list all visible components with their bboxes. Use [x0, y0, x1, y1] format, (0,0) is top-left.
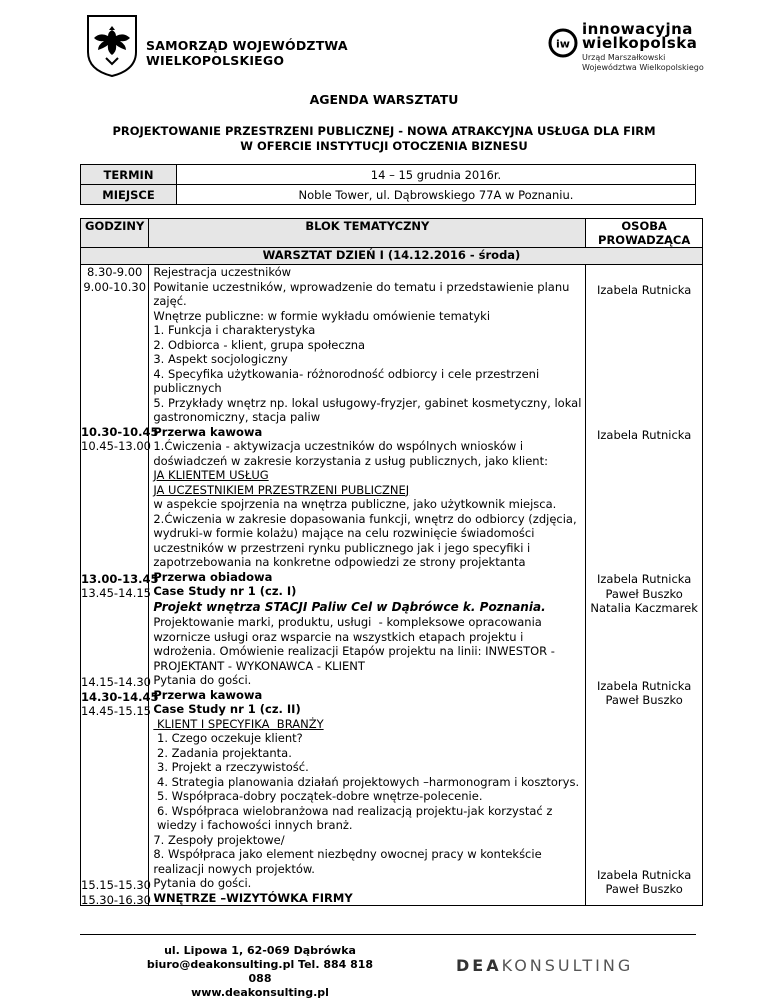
topic-line: Pytania do gości. [153, 876, 252, 890]
topic-line: 1. Funkcja i charakterystyka [153, 323, 316, 337]
topic-line: 7. Zespoły projektowe/ [153, 832, 285, 847]
termin-label: TERMIN [81, 165, 177, 185]
innowacyjna-logo-text: innowacyjna wielkopolska [582, 20, 698, 52]
document-subtitle: PROJEKTOWANIE PRZESTRZENI PUBLICZNEJ - NOWA ATRAKCYJNA USŁUGA DLA FIRM W OFERCIE INSTYTUCJI OTOCZENIA BIZNESU [112, 124, 656, 153]
topic-line: wdrożenia. Omówienie realizacji Etapów projektu na linii: INWESTOR - [153, 644, 555, 658]
topic-line: 1.Ćwiczenia - aktywizacja uczestników do wspólnych wniosków i [153, 439, 524, 453]
termin-value: 14 – 15 grudnia 2016r. [177, 165, 696, 185]
header-godziny: GODZINY [81, 219, 149, 248]
eagle-crest-icon [86, 14, 138, 78]
topic-line: wydruki-w formie kolażu) mające na celu rozwinięcie świadomości [153, 526, 535, 540]
topic-line: Wnętrze publiczne: w formie wykładu omówienie tematyki [153, 308, 491, 323]
person-name: Natalia Kaczmarek [590, 601, 698, 615]
person-name: Izabela Rutnicka [596, 283, 692, 297]
topic-line: Projekt wnętrza STACJI Paliw Cel w Dąbrówce k. Poznania. [153, 599, 546, 614]
time-slot: 13.45-14.15 [81, 586, 151, 600]
topics-column [149, 265, 586, 906]
time-slot: 14.45-15.15 [81, 704, 151, 718]
topic-line: Przerwa obiadowa [153, 569, 273, 584]
topic-line: 8. Współpraca jako element niezbędny owocnej pracy w kontekście [153, 847, 542, 861]
svg-text:iw: iw [556, 37, 570, 51]
topic-line: 4. Strategia planowania działań projektowych –harmonogram i kosztorys. [153, 774, 580, 789]
time-slot: 15.15-15.30 [81, 878, 151, 892]
miejsce-label: MIEJSCE [81, 185, 177, 205]
topic-line: KLIENT I SPECYFIKA BRANŻY [153, 716, 324, 731]
urzad-logo-subtext: Urząd Marszałkowski Województwa Wielkopolskiego [582, 53, 704, 72]
day-header: WARSZTAT DZIEŃ I (14.12.2016 - środa) [81, 248, 703, 265]
topic-line: zapotrzebowania na konkretne odpowiedzi ze strony projektanta [153, 555, 526, 569]
deakonsulting-logo: DEAKONSULTING [456, 956, 634, 975]
iw-logo-icon [548, 28, 578, 58]
person-name: Izabela Rutnicka [596, 572, 692, 586]
topic-line: realizacji nowych projektów. [153, 861, 315, 876]
time-slot: 14.30-14.45 [81, 689, 159, 704]
page-header [0, 0, 768, 90]
time-slot: 10.30-10.45 [81, 424, 159, 439]
topic-line: wzornicze usługi oraz wsparcie na wszystkich etapach projektu i [153, 629, 524, 644]
topic-line: uczestników w przestrzeni rynku publicznego jak i jego specyfiki i [153, 540, 531, 555]
topic-line: Przerwa kawowa [153, 687, 263, 702]
topic-line: 3. Projekt a rzeczywistość. [153, 760, 309, 774]
topic-line: Pytania do gości. [153, 673, 252, 687]
topic-line: doświadczeń w zakresie korzystania z usług publicznych, jako klient: [153, 453, 548, 468]
persons-column [586, 265, 703, 906]
topic-line: Rejestracja uczestników [153, 265, 292, 279]
person-name: Izabela Rutnicka [596, 867, 692, 882]
topic-line: gastronomiczny, stacja paliw [153, 410, 321, 424]
time-slot: 13.00-13.45 [81, 571, 159, 586]
samorzad-logo-text: SAMORZĄD WOJEWÓDZTWA WIELKOPOLSKIEGO [146, 38, 348, 68]
topic-line: Case Study nr 1 (cz. I) [153, 584, 297, 598]
info-table [80, 164, 696, 205]
times-column [81, 265, 159, 907]
time-slot: 14.15-14.30 [81, 675, 151, 689]
topic-line: w aspekcie spojrzenia na wnętrza publiczne, jako użytkownik miejsca. [153, 497, 557, 511]
time-slot: 8.30-9.00 [86, 265, 143, 279]
time-slot: 9.00-10.30 [83, 279, 147, 294]
topic-line: Projektowanie marki, produktu, usługi - kompleksowe opracowania [153, 615, 542, 629]
topic-line: 2. Odbiorca - klient, grupa społeczna [153, 337, 366, 352]
footer-address: ul. Lipowa 1, 62-069 Dąbrówka biuro@deakonsulting.pl Tel. 884 818 088 www.deakonsulting.pl [146, 944, 374, 999]
topic-line: WNĘTRZE –WIZYTÓWKA FIRMY [153, 890, 353, 905]
header-osoba: OSOBA PROWADZĄCA [586, 219, 703, 248]
topic-line: 1. Czego oczekuje klient? [153, 731, 303, 745]
topic-line: 2.Ćwiczenia w zakresie dopasowania funkcji, wnętrz do odbiorcy (zdjęcia, [153, 511, 577, 526]
person-name: Izabela Rutnicka [596, 678, 692, 693]
topic-line: zajęć. [153, 294, 187, 308]
person-name: Paweł Buszko [605, 693, 683, 707]
person-name: Paweł Buszko [605, 586, 683, 601]
topic-line: 5. Współpraca-dobry początek-dobre wnętrze-polecenie. [153, 789, 483, 803]
topic-line: JA UCZESTNIKIEM PRZESTRZENI PUBLICZNEJ [153, 482, 410, 497]
topic-line: 2. Zadania projektanta. [153, 745, 292, 760]
topic-line: wiedzy i fachowości innych branż. [153, 818, 353, 832]
miejsce-value: Noble Tower, ul. Dąbrowskiego 77A w Poznaniu. [177, 185, 696, 205]
time-slot: 15.30-16.30 [81, 892, 151, 907]
topic-line: 4. Specyfika użytkowania- różnorodność odbiorcy i cele przestrzeni [153, 366, 540, 381]
topic-line: JA KLIENTEM USŁUG [153, 468, 269, 482]
header-blok: BLOK TEMATYCZNY [149, 219, 586, 248]
time-slot: 10.45-13.00 [81, 439, 151, 453]
topic-line: Przerwa kawowa [153, 424, 263, 439]
topic-line: Case Study nr 1 (cz. II) [153, 702, 301, 716]
agenda-table [80, 218, 703, 906]
topic-line: 6. Współpraca wielobranżowa nad realizacją projektu-jak korzystać z [153, 803, 553, 818]
topic-line: 5. Przykłady wnętrz np. lokal usługowy-fryzjer, gabinet kosmetyczny, lokal [153, 395, 582, 410]
topic-line: PROJEKTANT - WYKONAWCA - KLIENT [153, 658, 365, 673]
footer-divider [80, 934, 696, 935]
person-name: Izabela Rutnicka [596, 427, 692, 442]
topic-line: Powitanie uczestników, wprowadzenie do tematu i przedstawienie planu [153, 279, 570, 294]
person-name: Paweł Buszko [605, 882, 683, 896]
topic-line: 3. Aspekt socjologiczny [153, 352, 288, 366]
document-title: AGENDA WARSZTATU [309, 92, 459, 107]
topic-line: publicznych [153, 381, 222, 395]
